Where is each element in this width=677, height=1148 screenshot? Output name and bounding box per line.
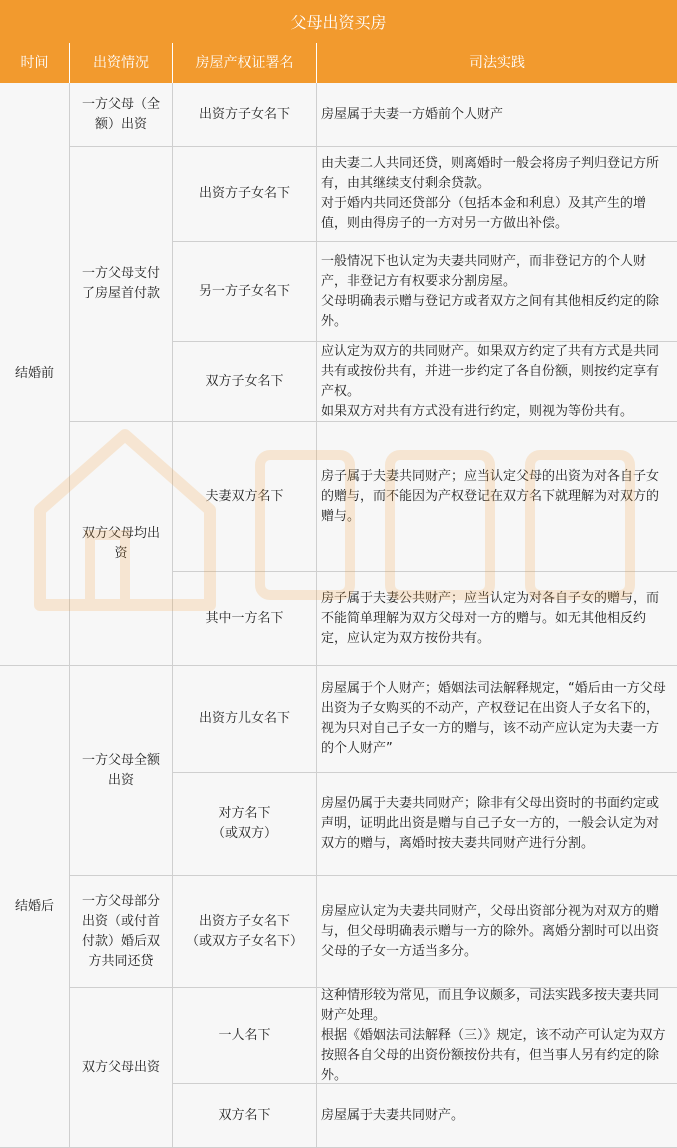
practice-cell: 一般情况下也认定为夫妻共同财产，而非登记方的个人财产，非登记方有权要求分割房屋。 父母明确表示赠与登记方或者双方之间有其他相反约定的除外。 <box>317 242 677 342</box>
header-practice: 司法实践 <box>317 43 677 83</box>
header-time: 时间 <box>0 43 70 83</box>
owner-cell: 出资方子女名下 （或双方子女名下） <box>173 876 317 988</box>
owner-cell: 双方子女名下 <box>173 342 317 422</box>
owner-cell: 夫妻双方名下 <box>173 422 317 572</box>
owner-cell: 一人名下 <box>173 988 317 1084</box>
funding-cell: 双方父母均出资 <box>70 422 173 666</box>
funding-cell: 一方父母（全额）出资 <box>70 83 173 147</box>
funding-cell: 一方父母全额出资 <box>70 666 173 876</box>
parental-funding-table <box>0 43 677 1123</box>
owner-cell: 对方名下 （或双方） <box>173 773 317 876</box>
period-after-marriage: 结婚后 <box>0 666 70 1148</box>
period-before-marriage: 结婚前 <box>0 83 70 666</box>
practice-cell: 房屋仍属于夫妻共同财产；除非有父母出资时的书面约定或声明，证明此出资是赠与自己子女一方的，一般会认定为对双方的赠与，离婚时按夫妻共同财产进行分割。 <box>317 773 677 876</box>
owner-cell: 另一方子女名下 <box>173 242 317 342</box>
practice-cell: 房屋属于夫妻一方婚前个人财产 <box>317 83 677 147</box>
owner-cell: 其中一方名下 <box>173 572 317 666</box>
funding-cell: 双方父母出资 <box>70 988 173 1148</box>
practice-cell: 由夫妻二人共同还贷，则离婚时一般会将房子判归登记方所有，由其继续支付剩余贷款。 对于婚内共同还贷部分（包括本金和利息）及其产生的增值，则由得房子的一方对另一方做出补偿。 <box>317 147 677 242</box>
owner-cell: 双方名下 <box>173 1084 317 1148</box>
practice-cell: 应认定为双方的共同财产。如果双方约定了共有方式是共同共有或按份共有，并进一步约定了各自份额，则按约定享有产权。 如果双方对共有方式没有进行约定，则视为等份共有。 <box>317 342 677 422</box>
owner-cell: 出资方儿女名下 <box>173 666 317 773</box>
practice-cell: 房屋属于个人财产；婚姻法司法解释规定，“婚后由一方父母出资为子女购买的不动产，产权登记在出资人子女名下的，视为只对自己子女一方的赠与，该不动产应认定为夫妻一方的个人财产” <box>317 666 677 773</box>
practice-cell: 房屋应认定为夫妻共同财产，父母出资部分视为对双方的赠与，但父母明确表示赠与一方的除外。离婚分割时可以出资父母的子女一方适当多分。 <box>317 876 677 988</box>
page-title: 父母出资买房 <box>0 0 677 44</box>
practice-cell: 这种情形较为常见，而且争议颇多，司法实践多按夫妻共同财产处理。 根据《婚姻法司法解释（三）》规定，该不动产可认定为双方按照各自父母的出资份额按份共有，但当事人另有约定的除外。 <box>317 988 677 1084</box>
funding-cell: 一方父母支付了房屋首付款 <box>70 147 173 422</box>
header-owner: 房屋产权证署名 <box>173 43 317 83</box>
practice-cell: 房屋属于夫妻共同财产。 <box>317 1084 677 1148</box>
owner-cell: 出资方子女名下 <box>173 83 317 147</box>
header-funding: 出资情况 <box>70 43 173 83</box>
practice-cell: 房子属于夫妻共同财产；应当认定父母的出资为对各自子女的赠与，而不能因为产权登记在双方名下就理解为对双方的赠与。 <box>317 422 677 572</box>
funding-cell: 一方父母部分出资（或付首付款）婚后双方共同还贷 <box>70 876 173 988</box>
practice-cell: 房子属于夫妻公共财产；应当认定为对各自子女的赠与，而不能简单理解为双方父母对一方的赠与。如无其他相反约定，应认定为双方按份共有。 <box>317 572 677 666</box>
owner-cell: 出资方子女名下 <box>173 147 317 242</box>
